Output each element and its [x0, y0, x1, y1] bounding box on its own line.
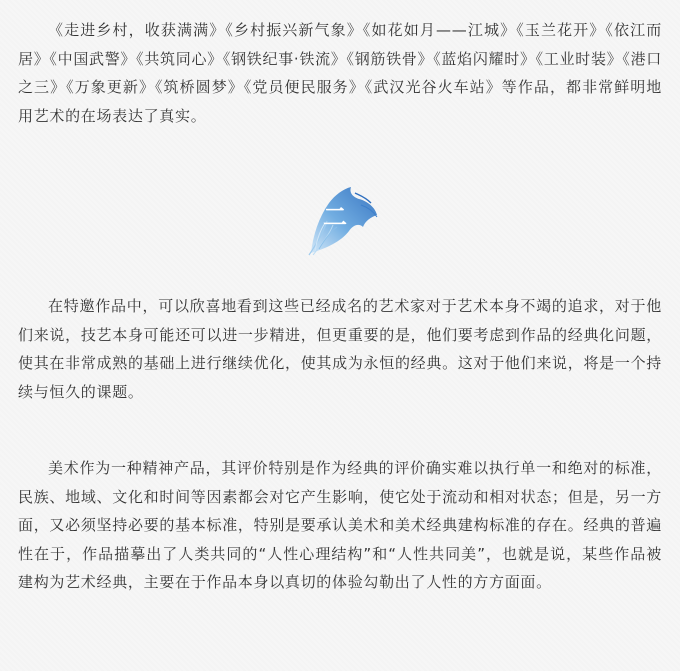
- article-paragraph-1: 《走进乡村，收获满满》《乡村振兴新气象》《如花如月——江城》《玉兰花开》《依江而居》《中国武警》《共筑同心》《钢铁纪事·铁流》《钢筋铁骨》《蓝焰闪耀时》《工业时装》《港口之三》《万象更新》《筑桥圆梦》《党员便民服务》《武汉光谷火车站》等作品，都非常鲜明地用艺术的在场表达了真实。: [18, 21, 662, 125]
- section-number: 二: [323, 202, 347, 231]
- article-paragraph-3: 美术作为一种精神产品，其评价特别是作为经典的评价确实难以执行单一和绝对的标准，民族、地域、文化和时间等因素都会对它产生影响，使它处于流动和相对状态；但是，另一方面，又必须坚持必要的基本标准，特别是要承认美术和美术经典建构标准的存在。经典的普遍性在于，作品描摹出了人类共同的“人性心理结构”和“人性共同美”，也就是说，某些作品被建构为艺术经典，主要在于作品本身以真切的体验勾勒出了人性的方方面面。: [18, 459, 662, 591]
- article-paragraph-2: 在特邀作品中，可以欣喜地看到这些已经成名的艺术家对于艺术本身不竭的追求，对于他们来说，技艺本身可能还可以进一步精进，但更重要的是，他们要考虑到作品的经典化问题，使其在非常成熟的基础上进行继续优化，使其成为永恒的经典。这对于他们来说，将是一个持续与恒久的课题。: [18, 297, 662, 401]
- section-divider: [305, 183, 379, 257]
